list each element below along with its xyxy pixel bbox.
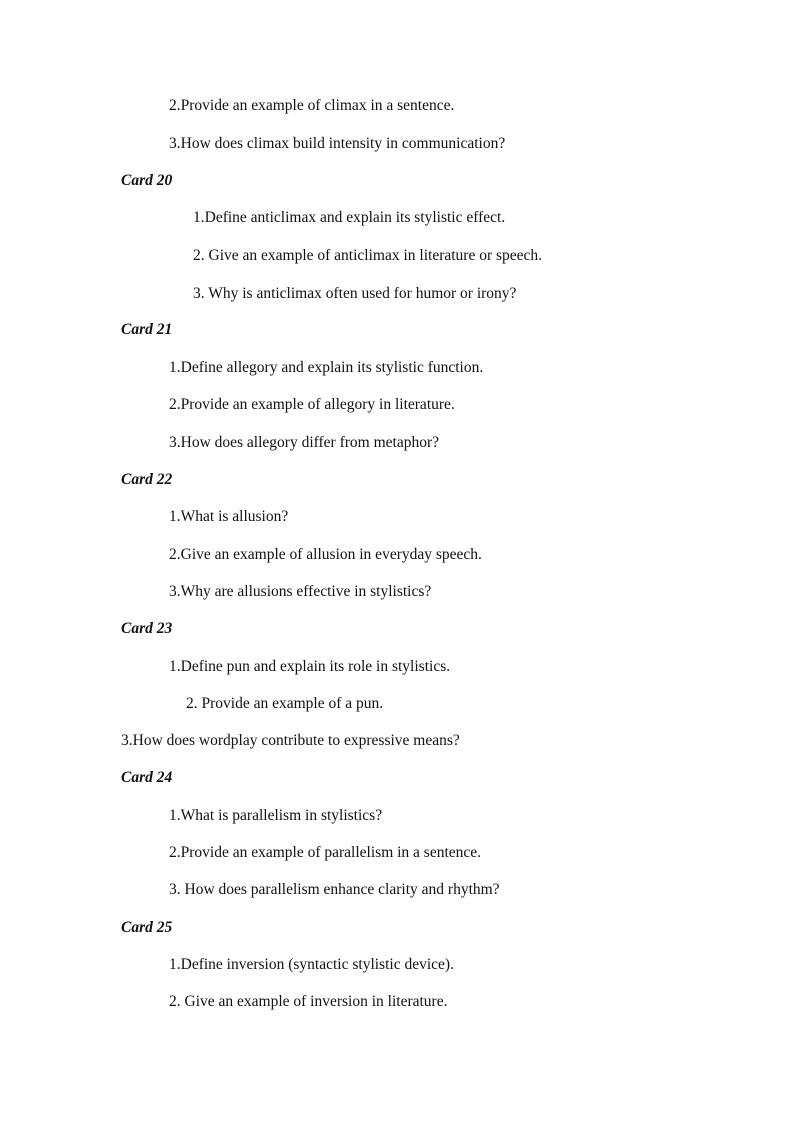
question-item: 2. Give an example of anticlimax in literature or speech. — [193, 247, 543, 264]
card-heading: Card 21 — [121, 321, 173, 338]
question-item: 2. Provide an example of a pun. — [186, 695, 384, 712]
card-heading: Card 20 — [121, 172, 173, 189]
card-heading: Card 23 — [121, 620, 173, 637]
question-item: 1.Define anticlimax and explain its stylistic effect. — [193, 209, 506, 226]
card-heading: Card 25 — [121, 919, 173, 936]
card-heading: Card 24 — [121, 769, 173, 786]
question-item: 2.Give an example of allusion in everyday speech. — [169, 546, 482, 563]
question-item: 1.Define inversion (syntactic stylistic device). — [169, 956, 454, 973]
question-item: 3.How does climax build intensity in communication? — [169, 135, 506, 152]
question-item: 1.What is parallelism in stylistics? — [169, 807, 383, 824]
question-item: 3. Why is anticlimax often used for humor or irony? — [193, 285, 517, 302]
question-item: 2.Provide an example of allegory in literature. — [169, 396, 455, 413]
question-item: 1.What is allusion? — [169, 508, 289, 525]
question-item: 2.Provide an example of climax in a sentence. — [169, 97, 455, 114]
question-item: 1.Define pun and explain its role in stylistics. — [169, 658, 451, 675]
question-item: 3.How does allegory differ from metaphor? — [169, 434, 440, 451]
question-item: 3. How does parallelism enhance clarity and rhythm? — [169, 881, 500, 898]
question-item: 3.Why are allusions effective in stylistics? — [169, 583, 432, 600]
card-heading: Card 22 — [121, 471, 173, 488]
question-item: 3.How does wordplay contribute to expressive means? — [121, 732, 460, 749]
question-item: 1.Define allegory and explain its stylistic function. — [169, 359, 484, 376]
question-item: 2. Give an example of inversion in literature. — [169, 993, 448, 1010]
question-item: 2.Provide an example of parallelism in a sentence. — [169, 844, 482, 861]
